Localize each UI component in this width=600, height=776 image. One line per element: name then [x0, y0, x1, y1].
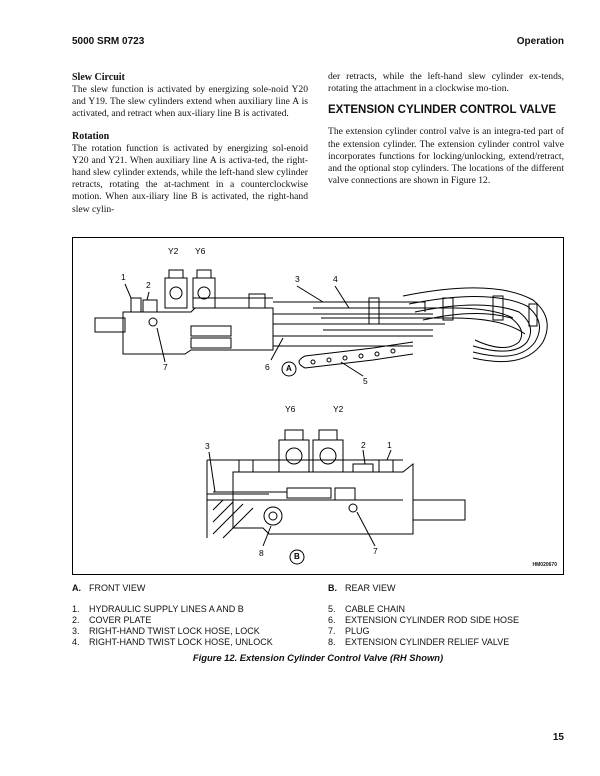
view-a-marker: A [286, 364, 292, 373]
legend-item-num: 2. [72, 615, 80, 625]
extension-valve-paragraph: The extension cylinder control valve is an integra-ted part of the extension cylinder. The extension cylinder control valve incorporates functions for locking/unlocking, extend/retract, and the optional stop cylinders. The locations of the different valve connections are shown in Figure 12. [328, 126, 564, 187]
legend-item-num: 4. [72, 637, 80, 647]
callout-a-5: 5 [363, 376, 368, 386]
rear-view-drawing [207, 430, 465, 564]
legend-item-num: 5. [328, 604, 336, 614]
callout-b-y2: Y2 [333, 404, 344, 414]
callout-b-y6: Y6 [285, 404, 296, 414]
callout-a-1: 1 [121, 272, 126, 282]
legend-left-column [72, 583, 322, 648]
callout-b-7: 7 [373, 546, 378, 556]
legend-item [328, 604, 578, 615]
legend-item-num: 7. [328, 626, 336, 636]
callout-b-8: 8 [259, 548, 264, 558]
legend-item-text: PLUG [345, 626, 370, 636]
callout-a-3: 3 [295, 274, 300, 284]
legend-view-b-text: REAR VIEW [345, 583, 396, 593]
legend-view-a-key: A. [72, 583, 81, 593]
callout-a-2: 2 [146, 280, 151, 290]
legend-item-text: EXTENSION CYLINDER ROD SIDE HOSE [345, 615, 520, 625]
legend-view-b [328, 583, 578, 594]
legend-item [72, 626, 322, 637]
callout-a-y6: Y6 [195, 246, 206, 256]
callout-b-3: 3 [205, 441, 210, 451]
rotation-paragraph: The rotation function is activated by energizing sol-enoid Y20 and Y21. When auxiliary line A is activa-ted, the right-hand slew cylinder extends, while the left-hand slew cylinder retracts, rotating the at-tachment in a counterclockwise motion. When aux-iliary line B is activated, the right-hand slew cylin- [72, 142, 308, 215]
view-b-marker: B [294, 552, 300, 561]
legend-item [328, 626, 578, 637]
figure-code: HM020670 [532, 562, 557, 568]
callout-b-2: 2 [361, 440, 366, 450]
page-number: 15 [552, 732, 564, 743]
legend-item [72, 637, 322, 648]
figure-caption: Figure 12. Extension Cylinder Control Valve (RH Shown) [192, 652, 444, 663]
callout-b-1: 1 [387, 440, 392, 450]
callout-a-4: 4 [333, 274, 338, 284]
legend-item-num: 3. [72, 626, 80, 636]
right-text-column [328, 71, 564, 196]
legend-item-text: EXTENSION CYLINDER RELIEF VALVE [345, 637, 510, 647]
legend-item-num: 1. [72, 604, 80, 614]
slew-circuit-paragraph: The slew function is activated by energizing sole-noid Y20 and Y19. The slew cylinders extend when auxiliary line A is activated, and retract when aux-iliary line B is activated. [72, 84, 308, 120]
legend-item [328, 637, 578, 648]
running-header-doc-id: 5000 SRM 0723 [72, 36, 145, 47]
legend-view-a-text: FRONT VIEW [89, 583, 146, 593]
running-header-section: Operation [516, 36, 564, 47]
rotation-heading: Rotation [72, 130, 110, 142]
extension-valve-section-heading: EXTENSION CYLINDER CONTROL VALVE [328, 104, 557, 117]
legend-item-text: HYDRAULIC SUPPLY LINES A AND B [89, 604, 244, 614]
rotation-paragraph-continued: der retracts, while the left-hand slew cylinder ex-tends, rotating the attachment in a clockwise mo-tion. [328, 71, 564, 95]
legend-item-text: COVER PLATE [89, 615, 152, 625]
callout-a-7: 7 [163, 362, 168, 372]
legend-item-num: 8. [328, 637, 336, 647]
legend-item-num: 6. [328, 615, 336, 625]
legend-item [72, 615, 322, 626]
left-text-column [72, 71, 308, 225]
front-view-drawing [95, 270, 547, 376]
figure-12-diagram [72, 237, 564, 575]
slew-circuit-heading: Slew Circuit [72, 72, 125, 83]
legend-right-column [328, 583, 578, 648]
legend-view-a [72, 583, 322, 594]
callout-a-y2: Y2 [168, 246, 179, 256]
legend-item [72, 604, 322, 615]
legend-item-text: RIGHT-HAND TWIST LOCK HOSE, UNLOCK [89, 637, 273, 647]
legend-view-b-key: B. [328, 583, 337, 593]
callout-a-6: 6 [265, 362, 270, 372]
legend-item-text: CABLE CHAIN [345, 604, 406, 614]
legend-item [328, 615, 578, 626]
legend-item-text: RIGHT-HAND TWIST LOCK HOSE, LOCK [89, 626, 260, 636]
